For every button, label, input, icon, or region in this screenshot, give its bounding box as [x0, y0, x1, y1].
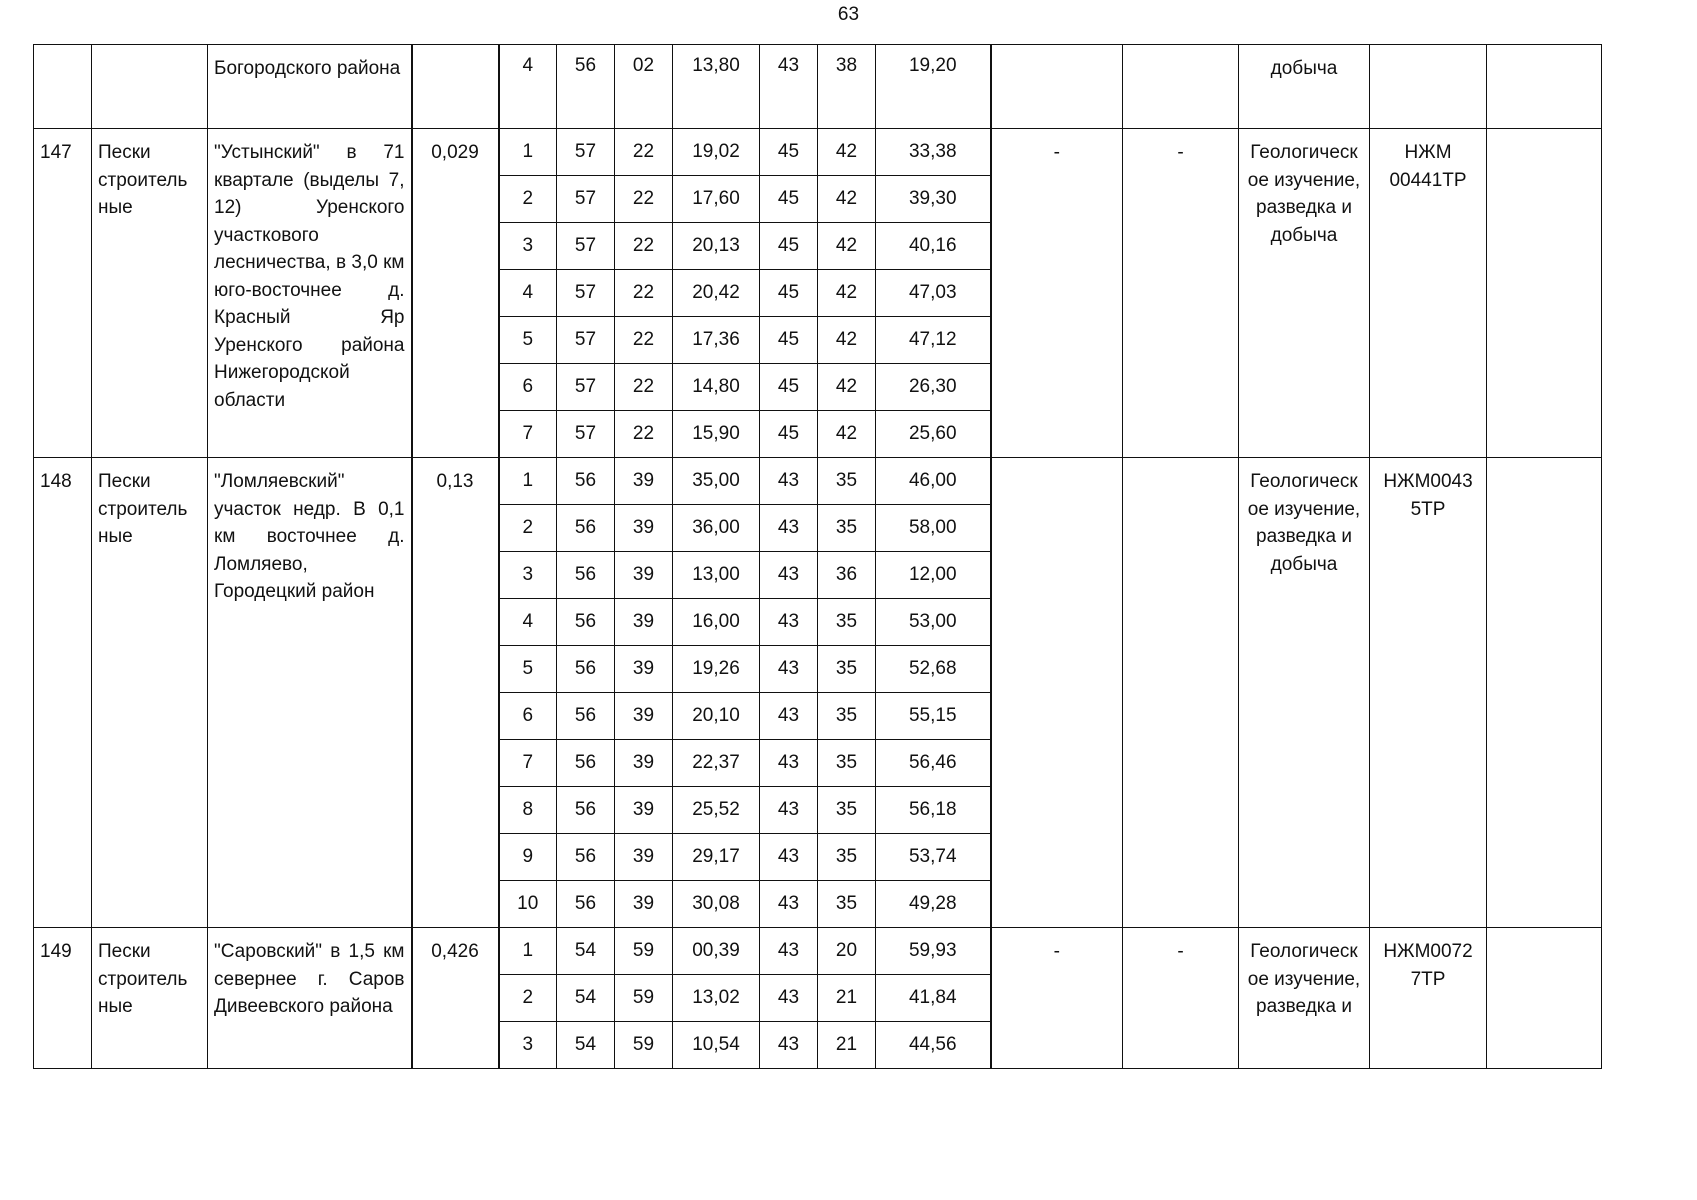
lon-minutes-cell: 42	[818, 270, 876, 317]
point-number-cell: 6	[499, 693, 557, 740]
point-number-cell: 9	[499, 834, 557, 881]
point-number-cell: 10	[499, 881, 557, 928]
lon-seconds-cell: 47,12	[876, 317, 991, 364]
lat-minutes-cell: 39	[615, 458, 673, 505]
point-number-cell: 1	[499, 129, 557, 176]
table-row	[34, 129, 1602, 176]
lon-seconds-cell: 55,15	[876, 693, 991, 740]
lat-seconds-cell: 17,36	[673, 317, 760, 364]
lon-seconds-cell: 52,68	[876, 646, 991, 693]
purpose-cell: Геологическ ое изучение, разведка и	[1239, 928, 1370, 1069]
lat-degrees-cell: 54	[557, 928, 615, 975]
lon-minutes-cell: 35	[818, 787, 876, 834]
lat-seconds-cell: 14,80	[673, 364, 760, 411]
lon-seconds-cell: 33,38	[876, 129, 991, 176]
lat-minutes-cell: 22	[615, 364, 673, 411]
lat-degrees-cell: 57	[557, 317, 615, 364]
col-b-cell: -	[1123, 129, 1239, 458]
lat-degrees-cell: 57	[557, 411, 615, 458]
point-number-cell: 1	[499, 458, 557, 505]
point-number-cell: 8	[499, 787, 557, 834]
lat-seconds-cell: 29,17	[673, 834, 760, 881]
point-number-cell: 2	[499, 975, 557, 1022]
area-cell: 0,426	[412, 928, 499, 1069]
note-cell	[1487, 928, 1602, 1069]
note-cell	[1487, 129, 1602, 458]
id-cell: 149	[34, 928, 92, 1069]
col-b-cell	[1123, 45, 1239, 129]
point-number-cell: 2	[499, 505, 557, 552]
area-cell	[412, 45, 499, 129]
lat-seconds-cell: 20,42	[673, 270, 760, 317]
lon-seconds-cell: 40,16	[876, 223, 991, 270]
lat-degrees-cell: 56	[557, 834, 615, 881]
lon-seconds-cell: 46,00	[876, 458, 991, 505]
lat-minutes-cell: 22	[615, 411, 673, 458]
lon-degrees-cell: 43	[760, 1022, 818, 1069]
mineral-cell: Пески строитель ные	[92, 928, 208, 1069]
lon-seconds-cell: 44,56	[876, 1022, 991, 1069]
lat-seconds-cell: 36,00	[673, 505, 760, 552]
note-cell	[1487, 458, 1602, 928]
lat-minutes-cell: 59	[615, 975, 673, 1022]
lat-minutes-cell: 39	[615, 552, 673, 599]
lon-minutes-cell: 36	[818, 552, 876, 599]
lat-minutes-cell: 22	[615, 223, 673, 270]
lat-seconds-cell: 30,08	[673, 881, 760, 928]
lat-degrees-cell: 54	[557, 1022, 615, 1069]
lat-seconds-cell: 19,02	[673, 129, 760, 176]
lat-seconds-cell: 16,00	[673, 599, 760, 646]
lon-minutes-cell: 35	[818, 693, 876, 740]
lat-degrees-cell: 56	[557, 693, 615, 740]
lon-minutes-cell: 42	[818, 176, 876, 223]
lon-degrees-cell: 45	[760, 270, 818, 317]
point-number-cell: 4	[499, 45, 557, 129]
lat-seconds-cell: 13,00	[673, 552, 760, 599]
lat-seconds-cell: 20,13	[673, 223, 760, 270]
lon-degrees-cell: 43	[760, 599, 818, 646]
license-cell	[1370, 45, 1487, 129]
lat-degrees-cell: 56	[557, 552, 615, 599]
lon-minutes-cell: 42	[818, 317, 876, 364]
lat-degrees-cell: 56	[557, 45, 615, 129]
lon-seconds-cell: 59,93	[876, 928, 991, 975]
lon-degrees-cell: 43	[760, 646, 818, 693]
lat-minutes-cell: 59	[615, 1022, 673, 1069]
lon-minutes-cell: 21	[818, 1022, 876, 1069]
point-number-cell: 3	[499, 1022, 557, 1069]
location-cell: "Саровский" в 1,5 км севернее г. Саров Дивеевского района	[208, 928, 412, 1069]
lat-minutes-cell: 39	[615, 787, 673, 834]
mineral-cell: Пески строитель ные	[92, 129, 208, 458]
lat-minutes-cell: 39	[615, 646, 673, 693]
lon-degrees-cell: 43	[760, 693, 818, 740]
area-cell: 0,13	[412, 458, 499, 928]
lon-degrees-cell: 43	[760, 458, 818, 505]
point-number-cell: 5	[499, 317, 557, 364]
id-cell: 147	[34, 129, 92, 458]
lat-degrees-cell: 56	[557, 458, 615, 505]
lon-degrees-cell: 43	[760, 740, 818, 787]
lat-seconds-cell: 15,90	[673, 411, 760, 458]
lat-degrees-cell: 57	[557, 364, 615, 411]
lat-seconds-cell: 25,52	[673, 787, 760, 834]
lon-seconds-cell: 41,84	[876, 975, 991, 1022]
lon-degrees-cell: 43	[760, 787, 818, 834]
lon-degrees-cell: 43	[760, 881, 818, 928]
table-row	[34, 928, 1602, 975]
lon-minutes-cell: 42	[818, 129, 876, 176]
lat-degrees-cell: 57	[557, 129, 615, 176]
lat-degrees-cell: 56	[557, 505, 615, 552]
deposits-table-body	[34, 45, 1602, 1069]
lat-seconds-cell: 10,54	[673, 1022, 760, 1069]
lat-minutes-cell: 39	[615, 740, 673, 787]
id-cell: 148	[34, 458, 92, 928]
col-b-cell: -	[1123, 928, 1239, 1069]
lat-minutes-cell: 22	[615, 176, 673, 223]
point-number-cell: 7	[499, 411, 557, 458]
lat-degrees-cell: 56	[557, 881, 615, 928]
lon-seconds-cell: 49,28	[876, 881, 991, 928]
license-cell: НЖМ0043 5ТР	[1370, 458, 1487, 928]
col-a-cell: -	[991, 129, 1123, 458]
lon-minutes-cell: 21	[818, 975, 876, 1022]
point-number-cell: 1	[499, 928, 557, 975]
lat-degrees-cell: 57	[557, 223, 615, 270]
point-number-cell: 4	[499, 270, 557, 317]
lat-minutes-cell: 39	[615, 505, 673, 552]
lon-minutes-cell: 42	[818, 364, 876, 411]
license-cell: НЖМ 00441ТР	[1370, 129, 1487, 458]
lat-minutes-cell: 39	[615, 834, 673, 881]
lat-degrees-cell: 56	[557, 646, 615, 693]
lon-degrees-cell: 45	[760, 176, 818, 223]
lon-minutes-cell: 35	[818, 505, 876, 552]
point-number-cell: 5	[499, 646, 557, 693]
lon-degrees-cell: 43	[760, 928, 818, 975]
purpose-cell: добыча	[1239, 45, 1370, 129]
lon-seconds-cell: 56,18	[876, 787, 991, 834]
lat-seconds-cell: 22,37	[673, 740, 760, 787]
lat-seconds-cell: 20,10	[673, 693, 760, 740]
lon-seconds-cell: 26,30	[876, 364, 991, 411]
lon-seconds-cell: 58,00	[876, 505, 991, 552]
lon-minutes-cell: 35	[818, 599, 876, 646]
point-number-cell: 4	[499, 599, 557, 646]
note-cell	[1487, 45, 1602, 129]
point-number-cell: 3	[499, 223, 557, 270]
lat-minutes-cell: 39	[615, 693, 673, 740]
purpose-cell: Геологическ ое изучение, разведка и добыча	[1239, 129, 1370, 458]
lon-degrees-cell: 43	[760, 45, 818, 129]
lat-degrees-cell: 57	[557, 176, 615, 223]
lon-degrees-cell: 43	[760, 505, 818, 552]
lon-seconds-cell: 25,60	[876, 411, 991, 458]
lon-minutes-cell: 35	[818, 646, 876, 693]
lon-minutes-cell: 20	[818, 928, 876, 975]
lon-degrees-cell: 43	[760, 975, 818, 1022]
location-cell: "Устынский" в 71 квартале (выделы 7, 12) Уренского участкового лесничества, в 3,0 км юго-восточнее д. Красный Яр Уренского района Нижегородской области	[208, 129, 412, 458]
lat-degrees-cell: 57	[557, 270, 615, 317]
lon-degrees-cell: 45	[760, 411, 818, 458]
point-number-cell: 2	[499, 176, 557, 223]
lon-minutes-cell: 35	[818, 834, 876, 881]
lon-degrees-cell: 45	[760, 317, 818, 364]
lat-seconds-cell: 35,00	[673, 458, 760, 505]
lat-degrees-cell: 54	[557, 975, 615, 1022]
lon-minutes-cell: 35	[818, 881, 876, 928]
lon-seconds-cell: 39,30	[876, 176, 991, 223]
mineral-cell	[92, 45, 208, 129]
lon-seconds-cell: 53,00	[876, 599, 991, 646]
lat-minutes-cell: 22	[615, 270, 673, 317]
lon-minutes-cell: 42	[818, 223, 876, 270]
lat-seconds-cell: 13,02	[673, 975, 760, 1022]
lon-minutes-cell: 42	[818, 411, 876, 458]
license-cell: НЖМ0072 7ТР	[1370, 928, 1487, 1069]
deposits-table	[33, 44, 1602, 1069]
lat-degrees-cell: 56	[557, 599, 615, 646]
location-cell: Богородского района	[208, 45, 412, 129]
lon-seconds-cell: 56,46	[876, 740, 991, 787]
point-number-cell: 6	[499, 364, 557, 411]
col-a-cell	[991, 458, 1123, 928]
location-cell: "Ломляевский" участок недр. В 0,1 км восточнее д. Ломляево, Городецкий район	[208, 458, 412, 928]
lon-degrees-cell: 45	[760, 364, 818, 411]
col-a-cell: -	[991, 928, 1123, 1069]
id-cell	[34, 45, 92, 129]
lat-seconds-cell: 00,39	[673, 928, 760, 975]
lat-degrees-cell: 56	[557, 787, 615, 834]
lon-minutes-cell: 38	[818, 45, 876, 129]
purpose-cell: Геологическ ое изучение, разведка и добыча	[1239, 458, 1370, 928]
col-a-cell	[991, 45, 1123, 129]
table-row	[34, 45, 1602, 129]
lat-minutes-cell: 39	[615, 881, 673, 928]
lon-seconds-cell: 12,00	[876, 552, 991, 599]
lat-seconds-cell: 13,80	[673, 45, 760, 129]
lat-minutes-cell: 22	[615, 317, 673, 364]
lon-minutes-cell: 35	[818, 458, 876, 505]
lon-degrees-cell: 45	[760, 223, 818, 270]
lon-degrees-cell: 45	[760, 129, 818, 176]
area-cell: 0,029	[412, 129, 499, 458]
point-number-cell: 3	[499, 552, 557, 599]
col-b-cell	[1123, 458, 1239, 928]
page-number: 63	[837, 4, 860, 25]
mineral-cell: Пески строитель ные	[92, 458, 208, 928]
lon-degrees-cell: 43	[760, 834, 818, 881]
lat-degrees-cell: 56	[557, 740, 615, 787]
lat-minutes-cell: 59	[615, 928, 673, 975]
lat-minutes-cell: 02	[615, 45, 673, 129]
lat-minutes-cell: 39	[615, 599, 673, 646]
lat-minutes-cell: 22	[615, 129, 673, 176]
lat-seconds-cell: 17,60	[673, 176, 760, 223]
point-number-cell: 7	[499, 740, 557, 787]
lon-seconds-cell: 53,74	[876, 834, 991, 881]
lon-degrees-cell: 43	[760, 552, 818, 599]
lon-minutes-cell: 35	[818, 740, 876, 787]
table-row	[34, 458, 1602, 505]
lat-seconds-cell: 19,26	[673, 646, 760, 693]
lon-seconds-cell: 47,03	[876, 270, 991, 317]
lon-seconds-cell: 19,20	[876, 45, 991, 129]
